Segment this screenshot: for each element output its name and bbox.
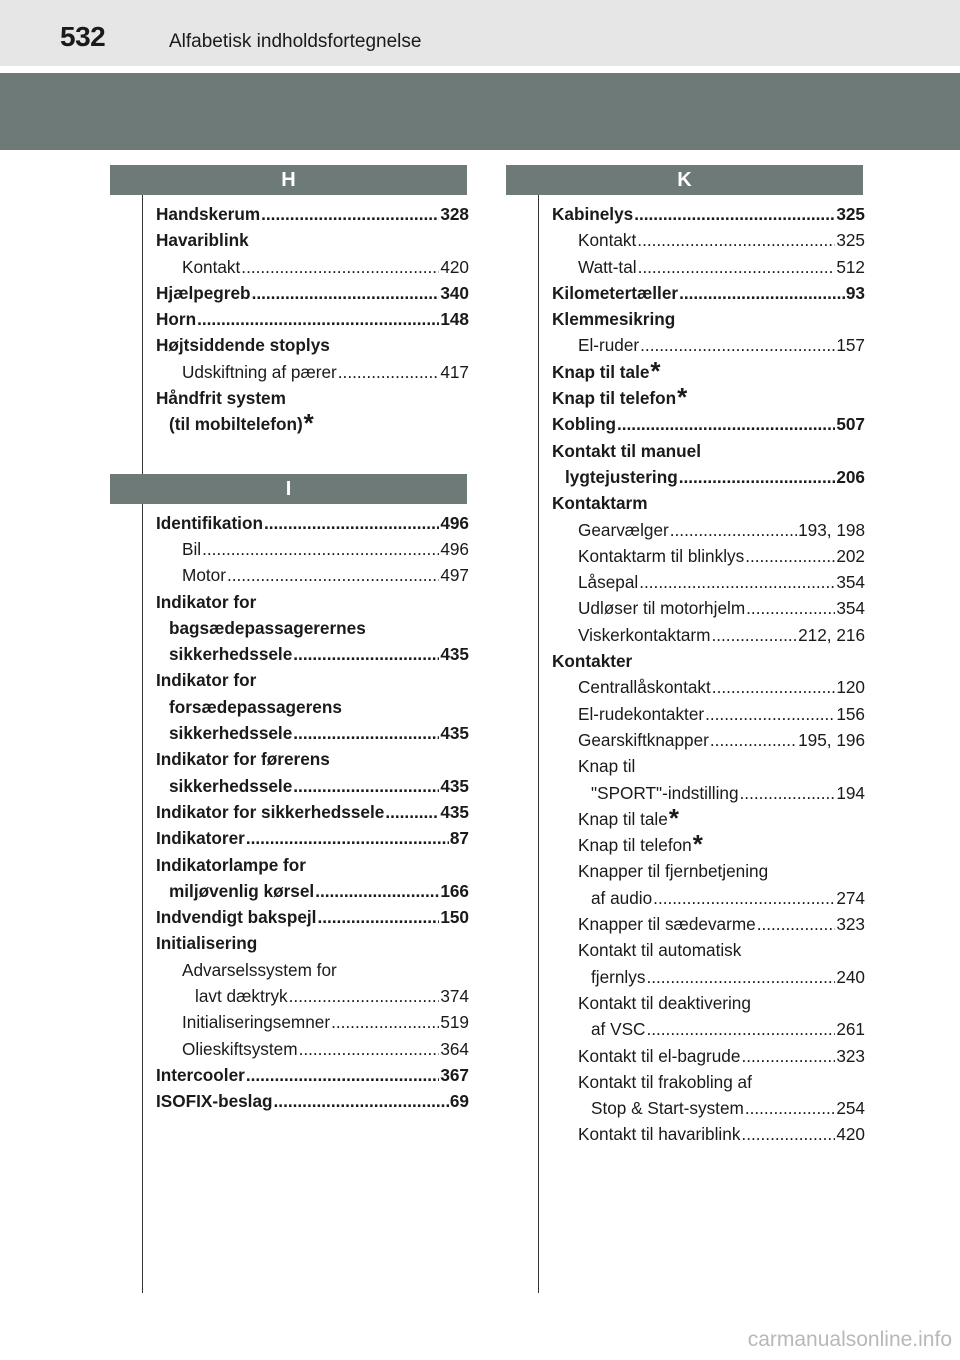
entry-label: ISOFIX-beslag bbox=[156, 1091, 273, 1112]
entry-page: 166 bbox=[440, 880, 469, 901]
entry-page: 120 bbox=[836, 677, 865, 698]
leader-dots bbox=[385, 799, 439, 825]
entry-page: 364 bbox=[440, 1038, 469, 1059]
entry-page: 325 bbox=[836, 204, 865, 224]
entry-label: Udskiftning af pærer bbox=[182, 361, 337, 382]
index-entry bbox=[156, 904, 469, 930]
leader-dots bbox=[246, 1062, 439, 1088]
leader-dots bbox=[711, 622, 797, 648]
index-entry: Knap til telefon * bbox=[578, 829, 703, 860]
entry-label: Indikator for sikkerhedssele bbox=[156, 801, 385, 822]
entry-label: El-ruder bbox=[578, 335, 640, 356]
index-entry bbox=[156, 773, 469, 799]
entry-label: Identifikation bbox=[156, 512, 263, 533]
entry-label: Højtsiddende stoplys bbox=[156, 335, 330, 356]
entry-label: forsædepassagerens bbox=[169, 696, 342, 717]
entry-label: af audio bbox=[591, 887, 653, 908]
entry-label: "SPORT"-indstilling bbox=[591, 782, 739, 803]
index-entry bbox=[552, 464, 865, 490]
index-entry bbox=[156, 510, 469, 536]
section-header-k: K bbox=[506, 165, 863, 195]
entry-label: Centrallåskontakt bbox=[578, 677, 711, 698]
leader-dots bbox=[634, 201, 835, 227]
index-entry bbox=[156, 536, 469, 562]
leader-dots bbox=[741, 1043, 835, 1069]
index-entry: Knap til tale * bbox=[552, 355, 661, 386]
index-entry bbox=[552, 1095, 865, 1121]
entry-page: 435 bbox=[440, 644, 469, 665]
leader-dots bbox=[317, 904, 439, 930]
entry-page: 157 bbox=[836, 335, 865, 356]
index-entry bbox=[552, 1069, 865, 1095]
entry-label: Indikator for bbox=[156, 591, 257, 612]
entry-page: 206 bbox=[836, 466, 865, 487]
leader-dots bbox=[617, 411, 835, 437]
entry-label: Kilometertæller bbox=[552, 282, 679, 303]
index-entry bbox=[552, 780, 865, 806]
leader-dots bbox=[745, 543, 835, 569]
entry-page: 148 bbox=[440, 309, 469, 330]
entry-label: Kontakt til automatisk bbox=[578, 940, 742, 961]
entry-label: Advarselssystem for bbox=[182, 959, 337, 980]
leader-dots bbox=[710, 727, 797, 753]
entry-label: Knap til tale bbox=[578, 808, 668, 829]
leader-dots bbox=[646, 1016, 835, 1042]
leader-dots bbox=[293, 720, 439, 746]
entry-label: El-rudekontakter bbox=[578, 703, 705, 724]
entry-label: Kontakt til havariblink bbox=[578, 1124, 741, 1145]
entry-label: Kontakt til el-bagrude bbox=[578, 1045, 741, 1066]
entry-page: 325 bbox=[836, 230, 865, 251]
index-entry bbox=[156, 254, 469, 280]
entry-label: miljøvenlig kørsel bbox=[169, 880, 315, 901]
entry-label: Knap til tale bbox=[552, 361, 650, 382]
index-entry bbox=[552, 964, 865, 990]
entry-page: 93 bbox=[845, 282, 865, 303]
index-entry bbox=[156, 227, 469, 253]
index-entry bbox=[552, 254, 865, 280]
index-entry bbox=[552, 648, 865, 674]
entry-label: Kontakt til manuel bbox=[552, 440, 701, 461]
entry-page: 202 bbox=[836, 545, 865, 566]
index-entry bbox=[156, 1088, 469, 1114]
index-entry bbox=[156, 746, 469, 772]
index-entry bbox=[156, 930, 469, 956]
entry-page: 507 bbox=[836, 414, 865, 435]
entry-page: 496 bbox=[440, 512, 469, 533]
entry-label: Havariblink bbox=[156, 230, 249, 251]
entry-label: Indikator for førerens bbox=[156, 749, 330, 770]
leader-dots bbox=[241, 254, 439, 280]
entry-page: 254 bbox=[836, 1098, 865, 1119]
entry-page: 374 bbox=[440, 986, 469, 1007]
index-entry bbox=[552, 885, 865, 911]
leader-dots bbox=[202, 536, 439, 562]
entry-page: 69 bbox=[449, 1091, 469, 1112]
entry-label: Kontakt til deaktivering bbox=[578, 992, 751, 1013]
index-entry bbox=[552, 595, 865, 621]
leader-dots bbox=[638, 254, 836, 280]
entry-label: Klemmesikring bbox=[552, 309, 676, 330]
leader-dots bbox=[740, 780, 836, 806]
entry-page: 87 bbox=[449, 828, 469, 849]
index-entry bbox=[552, 201, 865, 227]
leader-dots bbox=[299, 1036, 440, 1062]
entry-label: sikkerhedssele bbox=[169, 723, 293, 744]
section-entries-h bbox=[142, 195, 469, 438]
leader-dots bbox=[227, 562, 439, 588]
index-entry bbox=[156, 878, 469, 904]
entry-page: 367 bbox=[440, 1064, 469, 1085]
entry-label: sikkerhedssele bbox=[169, 644, 293, 665]
entry-label: Knapper til fjernbetjening bbox=[578, 861, 769, 882]
index-entry bbox=[552, 280, 865, 306]
entry-label: Indikator for bbox=[156, 670, 257, 691]
leader-dots bbox=[293, 641, 439, 667]
entry-label: Knap til bbox=[578, 756, 636, 777]
index-entry bbox=[156, 799, 469, 825]
index-entry bbox=[552, 438, 865, 464]
entry-label: Hjælpegreb bbox=[156, 282, 251, 303]
leader-dots bbox=[246, 825, 449, 851]
index-entry bbox=[156, 720, 469, 746]
index-entry bbox=[552, 1016, 865, 1042]
index-entry bbox=[552, 517, 865, 543]
entry-page: 420 bbox=[440, 256, 469, 277]
index-entry: (til mobiltelefon) * bbox=[169, 408, 314, 439]
entry-label: Viskerkontaktarm bbox=[578, 624, 711, 645]
entry-page: 328 bbox=[440, 204, 469, 224]
leader-dots bbox=[705, 701, 835, 727]
page-number: 532 bbox=[60, 21, 106, 52]
entry-label: bagsædepassagerernes bbox=[169, 617, 366, 638]
leader-dots bbox=[653, 885, 835, 911]
entry-page: 212, 216 bbox=[798, 624, 865, 645]
entry-label: Håndfrit system bbox=[156, 388, 286, 409]
leader-dots bbox=[639, 569, 835, 595]
leader-dots bbox=[640, 332, 835, 358]
entry-label: Watt-tal bbox=[578, 256, 637, 277]
index-entry bbox=[156, 201, 469, 227]
entry-page: 354 bbox=[836, 598, 865, 619]
entry-page: 195, 196 bbox=[798, 729, 865, 750]
index-entry bbox=[156, 615, 469, 641]
entry-page: 274 bbox=[836, 887, 865, 908]
index-entry bbox=[156, 825, 469, 851]
entry-label: Kontaktarm bbox=[552, 493, 648, 514]
index-entry bbox=[156, 589, 469, 615]
entry-label: Udløser til motorhjelm bbox=[578, 598, 746, 619]
index-entry bbox=[552, 674, 865, 700]
leader-dots bbox=[261, 201, 439, 227]
leader-dots bbox=[338, 359, 440, 385]
index-entry bbox=[552, 727, 865, 753]
leader-dots bbox=[646, 964, 835, 990]
decorative-band bbox=[0, 73, 960, 150]
entry-page: 194 bbox=[836, 782, 865, 803]
entry-label: Stop & Start-system bbox=[591, 1098, 744, 1119]
index-entry bbox=[156, 957, 469, 983]
leader-dots bbox=[293, 773, 439, 799]
index-entry: Knap til tale * bbox=[578, 802, 679, 833]
entry-label: Kontaktarm til blinklys bbox=[578, 545, 745, 566]
entry-label: Kontakt bbox=[182, 256, 241, 277]
entry-label: Gearvælger bbox=[578, 519, 669, 540]
entry-page: 512 bbox=[836, 256, 865, 277]
index-entry bbox=[552, 937, 865, 963]
leader-dots bbox=[670, 517, 797, 543]
entry-label: fjernlys bbox=[591, 966, 646, 987]
leader-dots bbox=[757, 911, 836, 937]
leader-dots bbox=[315, 878, 439, 904]
index-entry bbox=[156, 983, 469, 1009]
entry-page: 340 bbox=[440, 282, 469, 303]
section-entries-i bbox=[142, 504, 469, 1115]
leader-dots bbox=[274, 1088, 449, 1114]
entry-page: 261 bbox=[836, 1019, 865, 1040]
entry-page: 417 bbox=[440, 361, 469, 382]
index-entry bbox=[156, 1009, 469, 1035]
entry-label: Kobling bbox=[552, 414, 616, 435]
entry-label: Kontakt til frakobling af bbox=[578, 1071, 752, 1092]
entry-label: lygtejustering bbox=[565, 466, 678, 487]
leader-dots bbox=[264, 510, 439, 536]
entry-label: Knap til telefon bbox=[552, 388, 677, 409]
entry-label: Kontakter bbox=[552, 651, 633, 672]
entry-label: Kabinelys bbox=[552, 204, 634, 224]
leader-dots bbox=[679, 464, 836, 490]
index-entry bbox=[552, 911, 865, 937]
index-entry bbox=[552, 227, 865, 253]
entry-label: Kontakt bbox=[578, 230, 637, 251]
index-entry bbox=[156, 694, 469, 720]
entry-page: 435 bbox=[440, 775, 469, 796]
entry-label: Initialisering bbox=[156, 933, 258, 954]
index-entry bbox=[552, 543, 865, 569]
page-header bbox=[0, 0, 960, 66]
index-entry bbox=[156, 641, 469, 667]
entry-page: 240 bbox=[836, 966, 865, 987]
entry-label: Indikatorlampe for bbox=[156, 854, 306, 875]
entry-label: Intercooler bbox=[156, 1064, 245, 1085]
leader-dots bbox=[745, 1095, 835, 1121]
entry-label: Motor bbox=[182, 565, 226, 586]
index-entry bbox=[552, 753, 865, 779]
index-entry bbox=[156, 667, 469, 693]
index-entry bbox=[552, 990, 865, 1016]
index-entry bbox=[156, 332, 469, 358]
entry-page: 150 bbox=[440, 907, 469, 928]
index-entry bbox=[552, 306, 865, 332]
leader-dots bbox=[197, 306, 439, 332]
index-entry bbox=[552, 1043, 865, 1069]
leader-dots bbox=[252, 280, 440, 306]
leader-dots bbox=[289, 983, 440, 1009]
index-entry bbox=[156, 562, 469, 588]
entry-page: 193, 198 bbox=[798, 519, 865, 540]
leader-dots bbox=[746, 595, 835, 621]
index-entry bbox=[156, 306, 469, 332]
entry-label: (til mobiltelefon) bbox=[169, 414, 303, 435]
entry-page: 156 bbox=[836, 703, 865, 724]
entry-label: af VSC bbox=[591, 1019, 646, 1040]
index-entry bbox=[156, 359, 469, 385]
entry-label: Handskerum bbox=[156, 204, 261, 224]
entry-label: Indikatorer bbox=[156, 828, 245, 849]
entry-page: 435 bbox=[440, 723, 469, 744]
entry-page: 435 bbox=[440, 801, 469, 822]
leader-dots bbox=[637, 227, 835, 253]
entry-label: Gearskiftknapper bbox=[578, 729, 709, 750]
entry-label: sikkerhedssele bbox=[169, 775, 293, 796]
entry-label: Knapper til sædevarme bbox=[578, 914, 756, 935]
index-entry bbox=[156, 280, 469, 306]
leader-dots bbox=[679, 280, 845, 306]
entry-label: Låsepal bbox=[578, 572, 639, 593]
entry-label: Horn bbox=[156, 309, 197, 330]
leader-dots bbox=[712, 674, 836, 700]
entry-page: 323 bbox=[836, 914, 865, 935]
section-header-i: I bbox=[110, 474, 467, 504]
index-entry bbox=[552, 858, 865, 884]
leader-dots bbox=[741, 1121, 835, 1147]
entry-page: 323 bbox=[836, 1045, 865, 1066]
entry-label: Indvendigt bakspejl bbox=[156, 907, 317, 928]
page-title: Alfabetisk indholdsfortegnelse bbox=[169, 31, 422, 52]
entry-page: 420 bbox=[836, 1124, 865, 1145]
index-entry bbox=[552, 701, 865, 727]
index-entry bbox=[552, 332, 865, 358]
left-column bbox=[142, 165, 469, 1293]
index-entry bbox=[552, 1121, 865, 1147]
index-entry: Knap til telefon * bbox=[552, 382, 688, 413]
watermark: carmanualsonline.info bbox=[747, 1328, 952, 1351]
entry-page: 496 bbox=[440, 538, 469, 559]
entry-label: Knap til telefon bbox=[578, 835, 692, 856]
entry-page: 519 bbox=[440, 1012, 469, 1033]
leader-dots bbox=[331, 1009, 439, 1035]
index-entry bbox=[156, 1036, 469, 1062]
entry-label: Olieskiftsystem bbox=[182, 1038, 298, 1059]
section-entries-k bbox=[538, 195, 865, 1148]
section-header-h: H bbox=[110, 165, 467, 195]
entry-label: lavt dæktryk bbox=[195, 986, 288, 1007]
entry-page: 354 bbox=[836, 572, 865, 593]
index-entry bbox=[156, 1062, 469, 1088]
index-entry bbox=[552, 622, 865, 648]
entry-label: Initialiseringsemner bbox=[182, 1012, 331, 1033]
index-entry bbox=[552, 490, 865, 516]
index-entry bbox=[552, 569, 865, 595]
index-entry bbox=[156, 852, 469, 878]
entry-page: 497 bbox=[440, 565, 469, 586]
index-entry bbox=[552, 411, 865, 437]
right-column bbox=[538, 165, 865, 1293]
entry-label: Bil bbox=[182, 538, 202, 559]
